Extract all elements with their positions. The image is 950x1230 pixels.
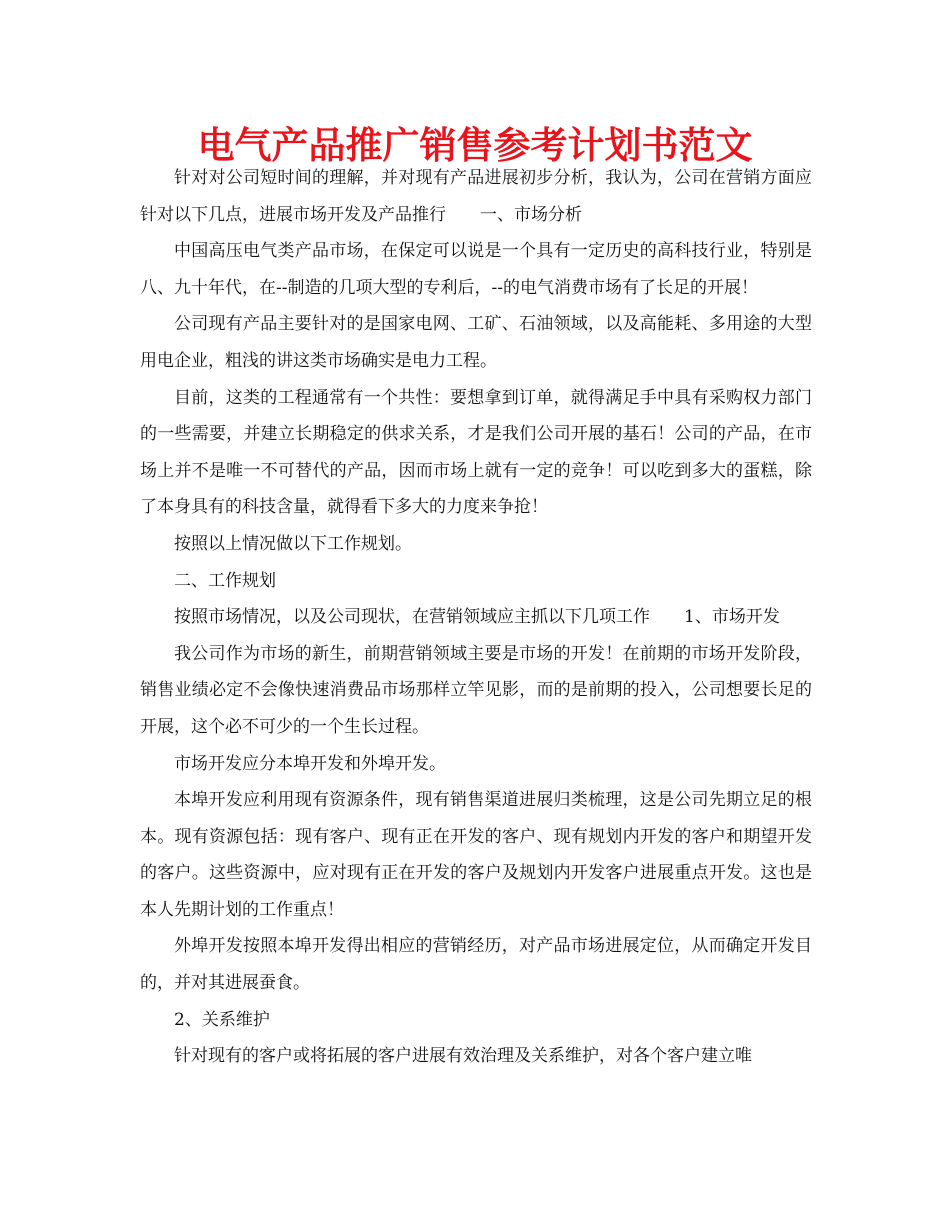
paragraph: 针对现有的客户或将拓展的客户进展有效治理及关系维护，对各个客户建立唯 (174, 1046, 752, 1067)
document-title: 电气产品推广销售参考计划书范文 (197, 124, 753, 167)
section-heading: 2、关系维护 (174, 1009, 270, 1030)
paragraph: 市场开发应分本埠开发和外埠开发。 (174, 753, 446, 774)
paragraph: 我公司作为市场的新生，前期营销领域主要是市场的开发！在前期的市场开发阶段，销售业绩必定不会像快速消费品市场那样立竿见影，而的是前期的投入，公司想要长足的开展，这个必不可少的一个生长过程。 (140, 643, 812, 737)
paragraph: 按照以上情况做以下工作规划。 (174, 533, 412, 554)
section-heading: 二、工作规划 (174, 570, 276, 591)
paragraph: 中国高压电气类产品市场，在保定可以说是一个具有一定历史的高科技行业，特别是八、九十年代，在--制造的几项大型的专利后，--的电气消费市场有了长足的开展！ (140, 241, 812, 298)
paragraph: 本埠开发应利用现有资源条件，现有销售渠道进展归类梳理，这是公司先期立足的根本。现有资源包括：现有客户、现有正在开发的客户、现有规划内开发的客户和期望开发的客户。这些资源中，应对现有正在开发的客户及规划内开发客户进展重点开发。这也是本人先期计划的工作重点！ (140, 790, 812, 920)
paragraph: 针对对公司短时间的理解，并对现有产品进展初步分析，我认为，公司在营销方面应针对以下几点，进展市场开发及产品推行 一、市场分析 (140, 168, 812, 225)
paragraph: 目前，这类的工程通常有一个共性：要想拿到订单，就得满足手中具有采购权力部门的一些需要，并建立长期稳定的供求关系，才是我们公司开展的基石！公司的产品，在市场上并不是唯一不可替代的产品，因而市场上就有一定的竞争！可以吃到多大的蛋糕，除了本身具有的科技含量，就得看下多大的力度来争抢！ (140, 387, 812, 518)
paragraph: 公司现有产品主要针对的是国家电网、工矿、石油领域，以及高能耗、多用途的大型用电企业，粗浅的讲这类市场确实是电力工程。 (140, 314, 812, 371)
document-body (140, 160, 812, 1075)
paragraph: 外埠开发按照本埠开发得出相应的营销经历，对产品市场进展定位，从而确定开发目的，并对其进展蚕食。 (140, 936, 812, 994)
paragraph: 按照市场情况，以及公司现状，在营销领域应主抓以下几项工作 1、市场开发 (174, 607, 780, 628)
